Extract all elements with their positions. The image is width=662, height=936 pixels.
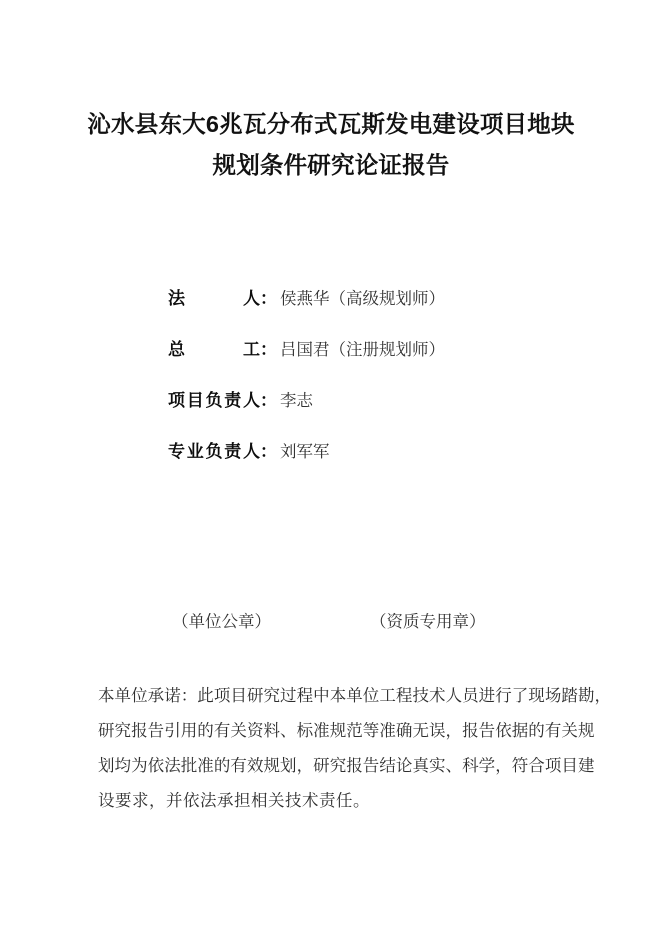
- company-seal-placeholder: （单位公章）: [172, 612, 271, 631]
- credential-row-legal-representative: [168, 284, 588, 335]
- seal-line: [0, 608, 662, 638]
- page-title-line-2: 规划条件研究论证报告: [212, 152, 450, 178]
- credential-value-chief-engineer: 吕国君（注册规划师）: [280, 340, 445, 359]
- commitment-line: 设要求，并依法承担相关技术责任。: [98, 791, 370, 810]
- credential-colon: ：: [260, 289, 277, 308]
- commitment-paragraph: [98, 678, 612, 818]
- credential-row-technical-lead: [168, 437, 588, 488]
- page-title-line-1: 沁水县东大6兆瓦分布式瓦斯发电建设项目地块: [87, 111, 575, 137]
- commitment-line: 划均为依法批准的有效规划，研究报告结论真实、科学，符合项目建: [98, 756, 595, 775]
- credential-value-legal-representative: 侯燕华（高级规划师）: [280, 289, 445, 308]
- commitment-line: 研究报告引用的有关资料、标准规范等准确无误，报告依据的有关规: [98, 721, 595, 740]
- credential-colon: ：: [260, 391, 277, 410]
- credential-colon: ：: [260, 442, 277, 461]
- qualification-seal-placeholder: （资质专用章）: [370, 612, 486, 631]
- credential-row-chief-engineer: [168, 335, 588, 386]
- commitment-line: 本单位承诺：此项目研究过程中本单位工程技术人员进行了现场踏勘，: [98, 686, 612, 705]
- credential-colon: ：: [260, 340, 277, 359]
- credentials-block: [168, 284, 588, 488]
- credential-label-technical-lead: 专 业 负 责 人: [168, 442, 260, 461]
- credential-label-legal-representative: 法 人: [168, 289, 260, 308]
- credential-value-technical-lead: 刘军军: [280, 442, 330, 461]
- credential-row-project-manager: [168, 386, 588, 437]
- credential-label-project-manager: 项 目 负 责 人: [168, 391, 260, 410]
- credential-value-project-manager: 李志: [280, 391, 313, 410]
- page-title: [0, 104, 662, 186]
- credential-label-chief-engineer: 总 工: [168, 340, 260, 359]
